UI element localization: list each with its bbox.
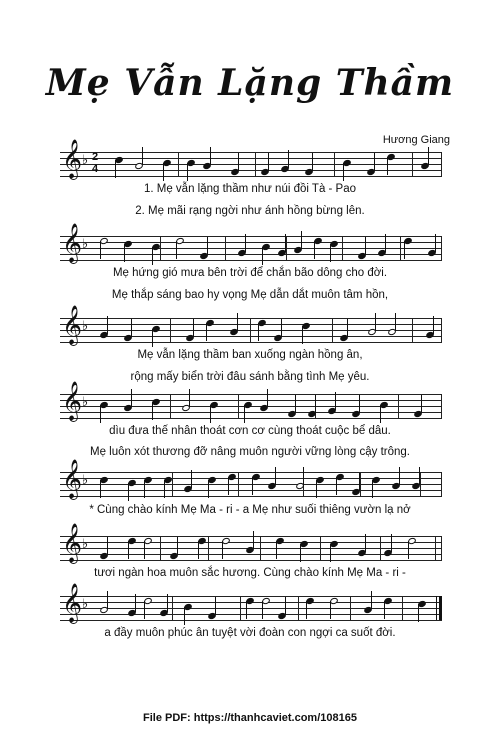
- lyric-line: a đầy muôn phúc ân tuyệt vời đoàn con ngợi ca suốt đời.: [104, 627, 396, 639]
- note-stem: [300, 544, 301, 562]
- note-stem: [177, 537, 178, 555]
- lyric-line: Mẹ thắp sáng bao hy vọng Mẹ dẫn dắt muôn tâm hồn,: [111, 289, 389, 301]
- bar-line: [320, 536, 321, 560]
- note-stem: [385, 234, 386, 252]
- bar-line: [238, 472, 239, 496]
- note-stem: [131, 319, 132, 337]
- lyric-line: tươi ngàn hoa muôn sắc hương. Cùng chào kính Mẹ Ma - ri -: [94, 567, 406, 579]
- note-stem: [131, 389, 132, 407]
- note-stem: [253, 531, 254, 549]
- staff: [60, 523, 442, 563]
- flat-icon: ♭: [82, 319, 89, 334]
- lyric-line: Mẹ vẫn lặng thầm ban xuống ngàn hồng ân,: [137, 349, 363, 361]
- note-stem: [107, 316, 108, 334]
- note-stem: [336, 477, 337, 495]
- lyric-line: Mẹ hứng gió mưa bên trời để chắn bão dông cho đời.: [112, 267, 388, 279]
- bar-line: [286, 236, 287, 260]
- note-stem: [330, 544, 331, 562]
- staff: [60, 223, 442, 263]
- note-stem: [164, 480, 165, 498]
- note-stem: [187, 163, 188, 181]
- bar-line: [332, 318, 333, 342]
- note-stem: [365, 534, 366, 552]
- note-stem: [176, 241, 177, 259]
- bar-line: [170, 318, 171, 342]
- note-stem: [144, 601, 145, 619]
- bar-line: [255, 152, 256, 176]
- bar-line: [412, 152, 413, 176]
- treble-clef-icon: 𝄞: [62, 459, 83, 499]
- time-signature-bottom: 4: [92, 163, 99, 175]
- note-stem: [100, 405, 101, 423]
- note-stem: [306, 601, 307, 619]
- note-stem: [408, 541, 409, 559]
- bar-line: [170, 394, 171, 418]
- bar-line: [298, 596, 299, 620]
- note-stem: [399, 467, 400, 485]
- bar-line: [441, 472, 442, 496]
- note-stem: [285, 597, 286, 615]
- flat-icon: ♭: [82, 473, 89, 488]
- note-stem: [262, 247, 263, 265]
- note-stem: [302, 326, 303, 344]
- note-stem: [163, 163, 164, 181]
- note-stem: [312, 153, 313, 171]
- note-stem: [142, 147, 143, 165]
- time-signature: [92, 151, 98, 175]
- note-stem: [335, 392, 336, 410]
- note-stem: [372, 480, 373, 498]
- bar-line: [160, 536, 161, 560]
- note-stem: [128, 541, 129, 559]
- note-stem: [295, 395, 296, 413]
- bar-line: [342, 236, 343, 260]
- note-stem: [228, 477, 229, 495]
- bar-line: [435, 536, 436, 560]
- note-stem: [276, 541, 277, 559]
- bar-line: [334, 152, 335, 176]
- note-stem: [285, 234, 286, 252]
- note-stem: [124, 244, 125, 262]
- bar-line: [240, 596, 241, 620]
- note-stem: [404, 241, 405, 259]
- note-stem: [246, 601, 247, 619]
- note-stem: [281, 319, 282, 337]
- lyric-line: Mẹ luôn xót thương đỡ nâng muôn người vững lòng cậy trông.: [90, 446, 410, 458]
- treble-clef-icon: 𝄞: [62, 139, 83, 179]
- note-stem: [343, 163, 344, 181]
- note-stem: [100, 241, 101, 259]
- bar-line: [260, 536, 261, 560]
- note-stem: [167, 594, 168, 612]
- note-stem: [380, 405, 381, 423]
- bar-line: [441, 536, 442, 560]
- flat-icon: ♭: [82, 395, 89, 410]
- note-stem: [144, 480, 145, 498]
- note-stem: [100, 480, 101, 498]
- note-stem: [244, 405, 245, 423]
- note-stem: [387, 157, 388, 175]
- staff: [60, 305, 442, 345]
- bar-line: [172, 596, 173, 620]
- note-stem: [384, 601, 385, 619]
- note-stem: [215, 597, 216, 615]
- flat-icon: ♭: [82, 537, 89, 552]
- bar-line: [441, 152, 442, 176]
- bar-line: [225, 236, 226, 260]
- note-stem: [208, 480, 209, 498]
- note-stem: [275, 467, 276, 485]
- note-stem: [107, 591, 108, 609]
- note-stem: [421, 395, 422, 413]
- note-stem: [210, 405, 211, 423]
- bar-line: [350, 596, 351, 620]
- note-stem: [252, 477, 253, 495]
- note-stem: [330, 601, 331, 619]
- note-stem: [206, 323, 207, 341]
- treble-clef-icon: 𝄞: [62, 223, 83, 263]
- note-stem: [152, 247, 153, 265]
- time-signature-top: 2: [92, 151, 99, 163]
- note-stem: [359, 395, 360, 413]
- bar-line: [360, 472, 361, 496]
- staff: [60, 583, 442, 623]
- bar-line: [172, 472, 173, 496]
- note-stem: [262, 601, 263, 619]
- treble-clef-icon: 𝄞: [62, 381, 83, 421]
- bar-line: [208, 536, 209, 560]
- lyric-line: 2. Mẹ mãi rạng ngời như ánh hồng bừng lên.: [135, 205, 365, 217]
- note-stem: [288, 150, 289, 168]
- bar-line: [402, 596, 403, 620]
- note-stem: [268, 153, 269, 171]
- bar-line: [250, 318, 251, 342]
- note-stem: [135, 594, 136, 612]
- lyric-line: * Cùng chào kính Mẹ Ma - ri - a Mẹ như suối thiêng vườn lạ nở: [89, 504, 411, 516]
- note-stem: [107, 537, 108, 555]
- treble-clef-icon: 𝄞: [62, 583, 83, 623]
- note-stem: [418, 604, 419, 622]
- note-stem: [144, 541, 145, 559]
- bar-line: [441, 394, 442, 418]
- note-stem: [207, 237, 208, 255]
- note-stem: [391, 534, 392, 552]
- staff: [60, 459, 442, 499]
- note-stem: [258, 323, 259, 341]
- note-stem: [189, 389, 190, 407]
- note-stem: [330, 244, 331, 262]
- bar-line: [160, 236, 161, 260]
- note-stem: [128, 483, 129, 501]
- note-stem: [210, 147, 211, 165]
- note-stem: [238, 153, 239, 171]
- note-stem: [316, 480, 317, 498]
- note-stem: [419, 467, 420, 485]
- bar-line: [398, 394, 399, 418]
- note-stem: [267, 389, 268, 407]
- bar-line: [238, 394, 239, 418]
- lyric-line: 1. Mẹ vẫn lặng thầm như núi đồi Tà - Pao: [143, 183, 357, 195]
- note-stem: [395, 313, 396, 331]
- note-stem: [347, 319, 348, 337]
- composer-name: Hương Giang: [382, 134, 450, 146]
- note-stem: [433, 316, 434, 334]
- note-stem: [198, 541, 199, 559]
- bar-line: [441, 236, 442, 260]
- bar-line: [412, 318, 413, 342]
- flat-icon: ♭: [82, 153, 89, 168]
- flat-icon: ♭: [82, 597, 89, 612]
- note-stem: [191, 470, 192, 488]
- bar-line: [178, 152, 179, 176]
- note-stem: [315, 395, 316, 413]
- treble-clef-icon: 𝄞: [62, 523, 83, 563]
- note-stem: [374, 153, 375, 171]
- note-stem: [184, 607, 185, 625]
- bar-line: [400, 236, 401, 260]
- staff: [60, 381, 442, 421]
- note-stem: [222, 541, 223, 559]
- song-title: Mẹ Vẫn Lặng Thầm: [45, 62, 455, 104]
- note-stem: [152, 329, 153, 347]
- note-stem: [152, 402, 153, 420]
- note-stem: [115, 160, 116, 178]
- flat-icon: ♭: [82, 237, 89, 252]
- note-stem: [193, 319, 194, 337]
- bar-line: [380, 536, 381, 560]
- note-stem: [435, 234, 436, 252]
- lyric-line: dìu đưa thế nhân thoát cơn cơ cùng thoát cuộc bể dâu.: [109, 425, 391, 437]
- treble-clef-icon: 𝄞: [62, 305, 83, 345]
- lyric-line: rộng mấy biển trời đâu sánh bằng tình Mẹ yêu.: [130, 371, 370, 383]
- bar-line: [420, 472, 421, 496]
- footer-pdf-link[interactable]: File PDF: https://thanhcaviet.com/108165: [143, 712, 357, 724]
- bar-line: [441, 318, 442, 342]
- note-stem: [359, 473, 360, 491]
- note-stem: [375, 313, 376, 331]
- note-stem: [237, 313, 238, 331]
- final-bar-thin: [436, 596, 437, 620]
- note-stem: [428, 147, 429, 165]
- note-stem: [301, 231, 302, 249]
- note-stem: [371, 591, 372, 609]
- note-stem: [245, 234, 246, 252]
- note-stem: [314, 241, 315, 259]
- note-stem: [365, 237, 366, 255]
- final-bar-line: [439, 596, 442, 620]
- note-stem: [303, 467, 304, 485]
